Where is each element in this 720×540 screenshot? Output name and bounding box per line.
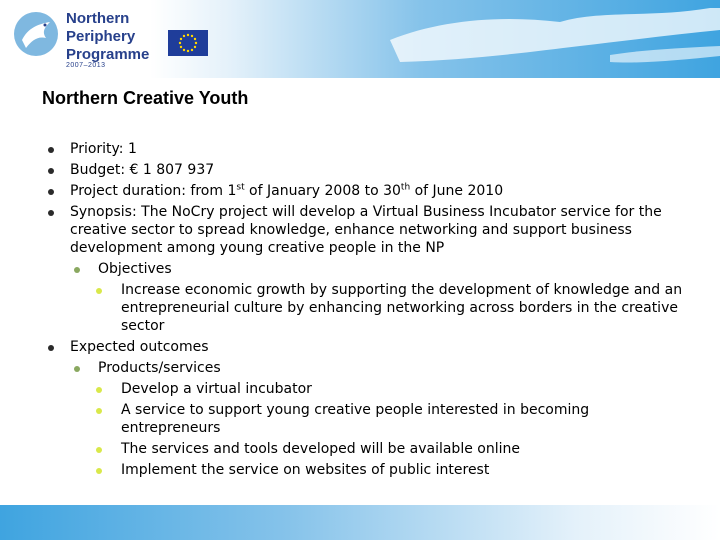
bullet-icon [96,387,102,393]
bullet-icon [96,447,102,453]
list-item-outcomes [48,338,688,356]
header-banner [0,0,720,78]
duration-part-c: of June 2010 [410,183,504,199]
list-item-synopsis [48,203,688,257]
priority-text: Priority: 1 [70,141,137,157]
duration-sup-1: st [236,182,245,193]
synopsis-text: Synopsis: The NoCry project will develop a Virtual Business Incubator service for the creative sector to spread knowledge, enhance networking and support business development among young creative people in the NP [70,204,662,256]
bullet-icon [48,210,54,216]
list-item-objectives [48,260,688,278]
logo-line-3: Programme [66,46,150,63]
bullet-icon [74,267,80,273]
list-item-product-2 [48,401,688,437]
bullet-icon [74,366,80,372]
list-item-budget [48,161,688,179]
footer-band [0,505,720,540]
eu-flag-icon [168,30,208,56]
slide-title: Northern Creative Youth [42,88,249,108]
bullet-icon [48,168,54,174]
programme-logo-text [66,10,149,64]
list-item-product-1 [48,380,688,398]
bullet-icon [48,189,54,195]
coastline-graphic [380,0,720,78]
dove-logo-icon [12,10,60,58]
product-1-text: Develop a virtual incubator [121,381,312,397]
list-item-products [48,359,688,377]
logo-line-1: Northern [66,10,130,27]
bullet-icon [48,345,54,351]
list-item-objective-1 [48,281,688,335]
list-item-priority [48,140,688,158]
duration-text [70,183,503,199]
list-item-product-3 [48,440,688,458]
objective-1-text: Increase economic growth by supporting the development of knowledge and an entrepreneurial culture by enhancing networking across borders in the creative sector [121,282,683,334]
product-3-text: The services and tools developed will be available online [121,441,520,457]
logo-years: 2007–2013 [66,62,106,69]
bullet-icon [96,468,102,474]
objectives-label: Objectives [98,261,172,277]
logo-line-2: Periphery [66,28,136,45]
budget-text: Budget: € 1 807 937 [70,162,215,178]
product-2-text: A service to support young creative people interested in becoming entrepreneurs [121,402,590,436]
products-label: Products/services [98,360,221,376]
duration-part-a: Project duration: from 1 [70,183,237,199]
duration-part-b: of January 2008 to 30 [244,183,401,199]
list-item-duration [48,182,688,200]
bullet-icon [48,147,54,153]
bullet-icon [96,408,102,414]
duration-sup-2: th [400,182,411,193]
bullet-icon [96,288,102,294]
product-4-text: Implement the service on websites of public interest [121,462,490,478]
bullet-list [48,140,688,482]
list-item-product-4 [48,461,688,479]
outcomes-label: Expected outcomes [70,339,209,355]
